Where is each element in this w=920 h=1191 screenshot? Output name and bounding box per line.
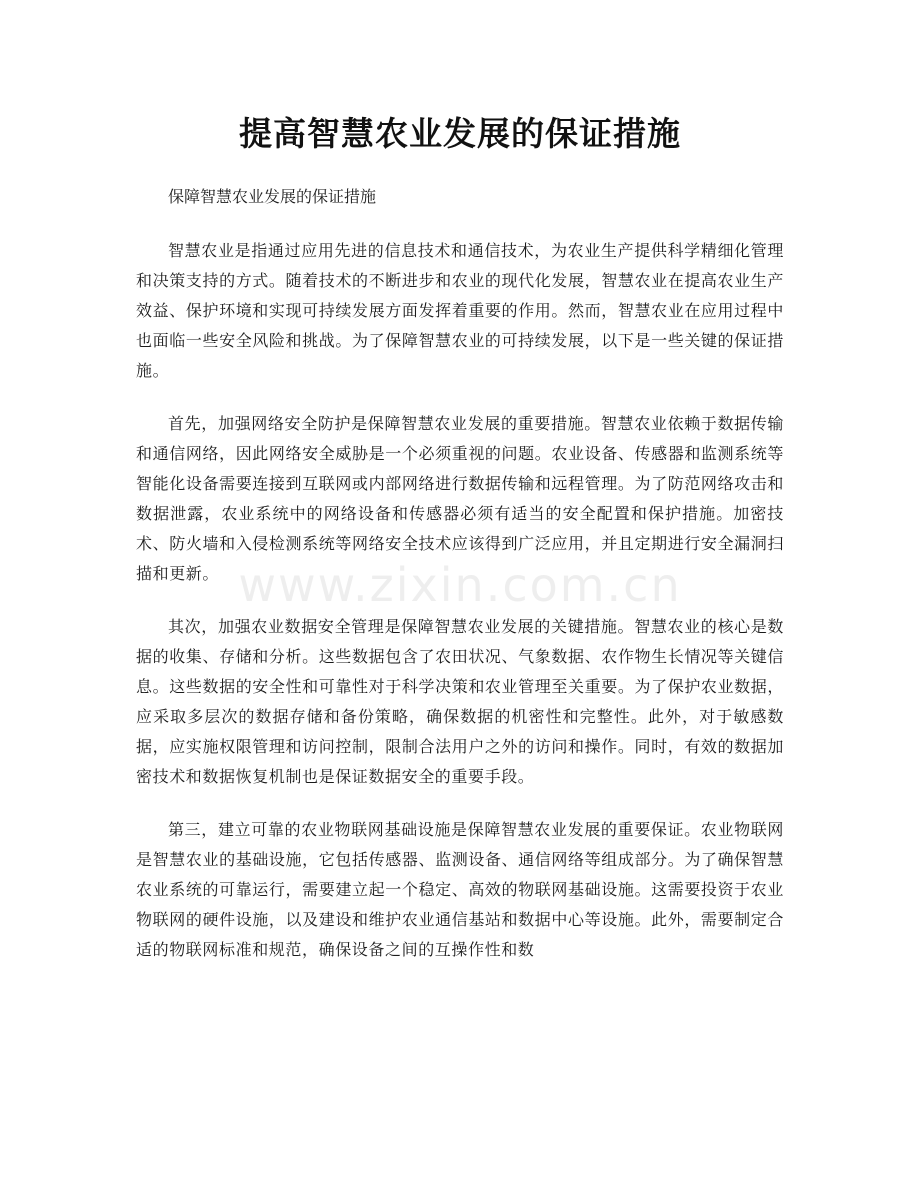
watermark: www.zixin.com.cn bbox=[238, 558, 682, 612]
paragraph-iot-infrastructure: 第三，建立可靠的农业物联网基础设施是保障智慧农业发展的重要保证。农业物联网是智慧农业的基础设施，它包括传感器、监测设备、通信网络等组成部分。为了确保智慧农业系统的可靠运行，需要建立起一个稳定、高效的物联网基础设施。这需要投资于农业物联网的硬件设施，以及建设和维护农业通信基站和数据中心等设施。此外，需要制定合适的物联网标准和规范，确保设备之间的互操作性和数 bbox=[136, 820, 784, 959]
paragraph-network-security: 首先，加强网络安全防护是保障智慧农业发展的重要措施。智慧农业依赖于数据传输和通信网络，因此网络安全威胁是一个必须重视的问题。农业设备、传感器和监测系统等智能化设备需要连接到互联网或内部网络进行数据传输和远程管理。为了防范网络攻击和数据泄露，农业系统中的网络设备和传感器必须有适当的安全配置和保护措施。加密技术、防火墙和入侵检测系统等网络安全技术应该得到广泛应用，并且定期进行安全漏洞扫描和更新。 bbox=[136, 414, 784, 583]
paragraph-intro: 智慧农业是指通过应用先进的信息技术和通信技术，为农业生产提供科学精细化管理和决策支持的方式。随着技术的不断进步和农业的现代化发展，智慧农业在提高农业生产效益、保护环境和实现可持续发展方面发挥着重要的作用。然而，智慧农业在应用过程中也面临一些安全风险和挑战。为了保障智慧农业的可持续发展，以下是一些关键的保证措施。 bbox=[136, 241, 784, 380]
document-body bbox=[136, 182, 784, 988]
paragraph-data-security: 其次，加强农业数据安全管理是保障智慧农业发展的关键措施。智慧农业的核心是数据的收集、存储和分析。这些数据包含了农田状况、气象数据、农作物生长情况等关键信息。这些数据的安全性和可靠性对于科学决策和农业管理至关重要。为了保护农业数据，应采取多层次的数据存储和备份策略，确保数据的机密性和完整性。此外，对于敏感数据，应实施权限管理和访问控制，限制合法用户之外的访问和操作。同时，有效的数据加密技术和数据恢复机制也是保证数据安全的重要手段。 bbox=[136, 617, 784, 786]
document-title: 提高智慧农业发展的保证措施 bbox=[239, 114, 681, 153]
document-subtitle: 保障智慧农业发展的保证措施 bbox=[168, 187, 377, 206]
